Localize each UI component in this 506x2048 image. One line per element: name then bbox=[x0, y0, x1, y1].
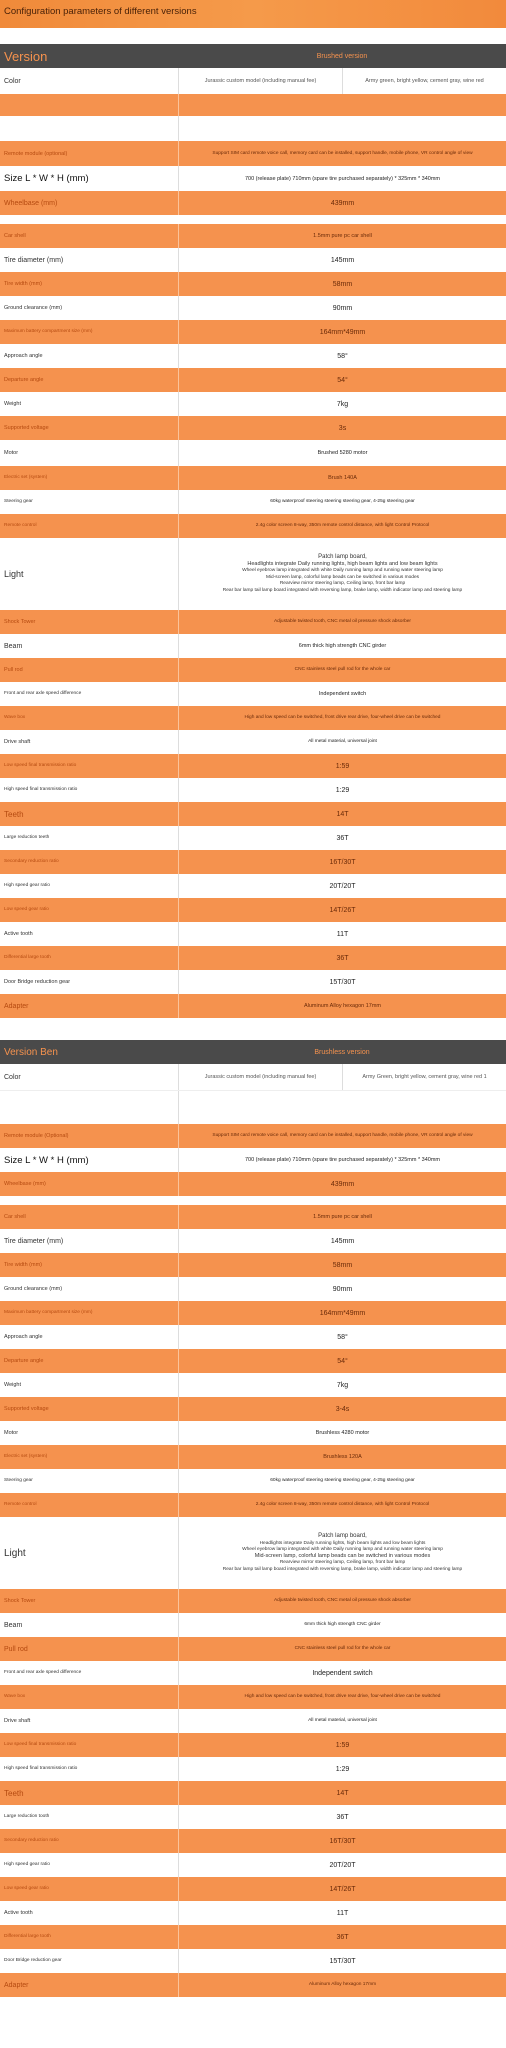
spec-row-tire-diameter bbox=[0, 248, 506, 272]
spec-value: CNC stainless steel pull rod for the whole car bbox=[178, 658, 506, 682]
spec-row-adapter bbox=[0, 994, 506, 1018]
spec-label: Wheelbase (mm) bbox=[4, 199, 58, 207]
spec-row-tire-diameter bbox=[0, 1229, 506, 1253]
light-line: Rearview mirror steering lamp, Ceiling lamp, front bar lamp bbox=[279, 581, 406, 586]
spec-value: 6mm thick high strength CNC girder bbox=[178, 1613, 506, 1637]
spec-row-teeth bbox=[0, 802, 506, 826]
spec-value: 700 (release plate) 710mm (spare tire purchased separately) * 325mm * 340mm bbox=[178, 1148, 506, 1172]
spec-label: Tire diameter (mm) bbox=[4, 256, 64, 264]
spec-value: 54° bbox=[178, 368, 506, 392]
spec-label: Front and rear axle speed difference bbox=[4, 691, 82, 697]
spec-label: High speed final transmission ratio bbox=[4, 1766, 78, 1772]
spec-row-beam bbox=[0, 634, 506, 658]
spec-value: 16T/30T bbox=[178, 1829, 506, 1853]
spec-label: Ground clearance (mm) bbox=[4, 1286, 63, 1292]
spec-row-secondary-reduction bbox=[0, 850, 506, 874]
spec-row-drive-shaft bbox=[0, 730, 506, 754]
spec-row-large-reduction bbox=[0, 1805, 506, 1829]
spec-row-light bbox=[0, 538, 506, 610]
spec-value: 11T bbox=[178, 1901, 506, 1925]
spec-value: 2.4g color screen 8-way, 350m remote control distance, with light Control Protocol bbox=[178, 514, 506, 538]
spec-value: Independent switch bbox=[178, 1661, 506, 1685]
spacer-row bbox=[0, 94, 506, 116]
spec-row-tire-width bbox=[0, 272, 506, 296]
spec-value: 58° bbox=[178, 1325, 506, 1349]
spec-label: Weight bbox=[4, 401, 22, 407]
spec-value: 36T bbox=[178, 1805, 506, 1829]
light-line: Rearview mirror steering lamp, Ceiling lamp, front bar lamp bbox=[279, 1560, 406, 1565]
spec-label: Differential large tooth bbox=[4, 1934, 51, 1940]
spec-label: High speed gear ratio bbox=[4, 1862, 50, 1868]
spec-value: All metal material, universal joint bbox=[178, 1709, 506, 1733]
spec-row-low-speed-ratio bbox=[0, 754, 506, 778]
spec-value: Adjustable twisted tooth, CNC metal oil pressure shock absorber bbox=[178, 610, 506, 634]
light-line: Headlights integrate Daily running lights, high beam lights and low beam lights bbox=[247, 560, 438, 567]
spec-label: Color bbox=[4, 1073, 21, 1081]
spec-value: 90mm bbox=[178, 296, 506, 320]
spec-label: Remote module (optional) bbox=[4, 150, 68, 157]
spec-value: 11T bbox=[178, 922, 506, 946]
spec-row-motor bbox=[0, 1421, 506, 1445]
spec-row-beam bbox=[0, 1613, 506, 1637]
spec-label: Active tooth bbox=[4, 931, 33, 937]
spec-row-electric-set bbox=[0, 1445, 506, 1469]
spec-label: Tire width (mm) bbox=[4, 1262, 42, 1268]
spec-row-active-tooth bbox=[0, 1901, 506, 1925]
spec-value: 1:59 bbox=[178, 754, 506, 778]
spacer-row bbox=[0, 215, 506, 224]
spec-value: 439mm bbox=[178, 1172, 506, 1196]
spec-label: Supported voltage bbox=[4, 1406, 49, 1412]
spec-row-active-tooth bbox=[0, 922, 506, 946]
spec-label: Tire diameter (mm) bbox=[4, 1237, 64, 1245]
spec-row-approach-angle bbox=[0, 344, 506, 368]
spec-row-low-speed-gear bbox=[0, 1877, 506, 1901]
spec-row-size bbox=[0, 1148, 506, 1172]
spec-row-large-reduction bbox=[0, 826, 506, 850]
spec-row-differential-large-tooth bbox=[0, 1925, 506, 1949]
spec-row-axle-speed-difference bbox=[0, 1661, 506, 1685]
spec-value: All metal material, universal joint bbox=[178, 730, 506, 754]
spec-value: 2.4g color screen 8-way, 350m remote control distance, with light Control Protocol bbox=[178, 1493, 506, 1517]
spec-label: Low speed final transmission ratio bbox=[4, 1742, 77, 1748]
spec-row-size bbox=[0, 166, 506, 191]
spec-label: Beam bbox=[4, 642, 23, 650]
spec-value: 20T/20T bbox=[178, 1853, 506, 1877]
color-options bbox=[178, 1064, 506, 1090]
spec-value: 60kg waterproof steering steering steering gear, 4-25g steering gear bbox=[178, 1469, 506, 1493]
spec-row-door-bridge-gear bbox=[0, 970, 506, 994]
spec-row-departure-angle bbox=[0, 1349, 506, 1373]
color-option-custom: Jurassic custom model (including manual fee) bbox=[204, 78, 317, 84]
version-header-row bbox=[0, 1040, 506, 1064]
spec-label: Shock Tower bbox=[4, 1598, 36, 1604]
spec-label: Remote control bbox=[4, 1502, 37, 1508]
spec-row-low-speed-gear bbox=[0, 898, 506, 922]
spec-label: Maximum battery compartment size (mm) bbox=[4, 1310, 93, 1316]
spec-value: 1.5mm pure pc car shell bbox=[178, 224, 506, 248]
light-line: Headlights integrate Daily running lights, high beam lights and low beam lights bbox=[259, 1540, 426, 1546]
spec-label: Drive shaft bbox=[4, 1718, 31, 1724]
spec-value: 15T/30T bbox=[178, 1949, 506, 1973]
spec-row-door-bridge-gear bbox=[0, 1949, 506, 1973]
spec-label: Approach angle bbox=[4, 1334, 43, 1340]
spec-row-high-speed-gear bbox=[0, 874, 506, 898]
spec-row-wheelbase bbox=[0, 191, 506, 215]
light-line: Rear bar lamp tail lamp board integrated with reversing lamp, brake lamp, width indicator lamp and steering lamp bbox=[222, 587, 463, 593]
spec-row-teeth bbox=[0, 1781, 506, 1805]
spec-row-ground-clearance bbox=[0, 296, 506, 320]
spec-row-remote-module bbox=[0, 141, 506, 166]
spec-row-car-shell bbox=[0, 1205, 506, 1229]
spec-label: High speed final transmission ratio bbox=[4, 787, 78, 793]
page-title: Configuration parameters of different versions bbox=[4, 6, 197, 17]
spec-label: Tire width (mm) bbox=[4, 281, 42, 287]
spec-label: Teeth bbox=[4, 809, 24, 819]
spec-row-axle-speed-difference bbox=[0, 682, 506, 706]
spec-value: Support SIM card remote voice call, memory card can be installed, support handle, mobile phone, VR control angle of view bbox=[178, 141, 506, 166]
spec-label: Maximum battery compartment size (mm) bbox=[4, 329, 93, 335]
spec-label: Large reduction teeth bbox=[4, 835, 50, 841]
spec-row-battery-size bbox=[0, 320, 506, 344]
spec-label: Front and rear axle speed difference bbox=[4, 1670, 82, 1676]
spec-label: Secondary reduction ratio bbox=[4, 1838, 59, 1844]
spec-label: Weight bbox=[4, 1382, 22, 1388]
spec-row-weight bbox=[0, 392, 506, 416]
spec-label: Electric set (system) bbox=[4, 475, 48, 481]
spec-row-remote-control bbox=[0, 514, 506, 538]
spec-value: 14T/26T bbox=[178, 1877, 506, 1901]
spec-label: Car shell bbox=[4, 1214, 26, 1220]
spec-label: Low speed gear ratio bbox=[4, 907, 49, 913]
version-value: Brushed version bbox=[316, 52, 368, 60]
spec-label: Light bbox=[4, 569, 24, 579]
spec-label: Pull rod bbox=[4, 667, 23, 673]
spec-value: Aluminum Alloy hexagon 17mm bbox=[178, 1973, 506, 1997]
color-option-custom: Jurassic custom model (including manual fee) bbox=[204, 1074, 317, 1080]
spacer-row bbox=[0, 1090, 506, 1124]
spec-value: Adjustable twisted tooth, CNC metal oil pressure shock absorber bbox=[178, 1589, 506, 1613]
spec-value: 14T bbox=[178, 1781, 506, 1805]
spec-label: Wheelbase (mm) bbox=[4, 1181, 46, 1187]
spec-table-brushless bbox=[0, 1040, 506, 2048]
spec-value: 36T bbox=[178, 1925, 506, 1949]
spec-value: CNC stainless steel pull rod for the whole car bbox=[178, 1637, 506, 1661]
spec-row-wheelbase bbox=[0, 1172, 506, 1196]
spec-label: Light bbox=[4, 1547, 26, 1559]
spec-value: 90mm bbox=[178, 1277, 506, 1301]
spec-label: Color bbox=[4, 77, 21, 85]
color-option-standard: Army green, bright yellow, cement gray, wine red bbox=[342, 68, 506, 94]
spec-label: Low speed final transmission ratio bbox=[4, 763, 77, 769]
spec-label: Secondary reduction ratio bbox=[4, 859, 59, 865]
spec-row-color bbox=[0, 68, 506, 94]
spec-value: Brushed 5280 motor bbox=[178, 440, 506, 466]
spec-value: 7kg bbox=[178, 392, 506, 416]
spec-value: 145mm bbox=[178, 248, 506, 272]
spec-label: Door Bridge reduction gear bbox=[4, 979, 71, 985]
spec-row-secondary-reduction bbox=[0, 1829, 506, 1853]
spec-value: Brush 140A bbox=[178, 466, 506, 490]
spec-label: Departure angle bbox=[4, 1358, 44, 1364]
spec-row-high-speed-ratio bbox=[0, 1757, 506, 1781]
spec-label: Shock Tower bbox=[4, 619, 36, 625]
spec-row-steering-gear bbox=[0, 490, 506, 514]
spec-row-steering-gear bbox=[0, 1469, 506, 1493]
spec-value: Brushless 120A bbox=[178, 1445, 506, 1469]
spec-row-supported-voltage bbox=[0, 416, 506, 440]
spec-value: High and low speed can be switched, front drive rear drive, four-wheel drive can be switched bbox=[178, 1685, 506, 1709]
spec-value: 36T bbox=[178, 946, 506, 970]
spec-value: 1.5mm pure pc car shell bbox=[178, 1205, 506, 1229]
spec-value: Independent switch bbox=[178, 682, 506, 706]
light-description bbox=[178, 538, 506, 610]
spec-label: Departure angle bbox=[4, 377, 44, 383]
version-label: Version bbox=[4, 48, 48, 64]
version-label: Version Ben bbox=[4, 1046, 58, 1058]
light-line: Mid-screen lamp, colorful lamp beads can be switched in various modes bbox=[265, 574, 420, 580]
spec-value: 145mm bbox=[178, 1229, 506, 1253]
spec-value: 3s bbox=[178, 416, 506, 440]
spec-row-high-speed-gear bbox=[0, 1853, 506, 1877]
spec-value: 60kg waterproof steering steering steering gear, 4-25g steering gear bbox=[178, 490, 506, 514]
spec-label: Differential large tooth bbox=[4, 955, 51, 961]
version-value: Brushless version bbox=[314, 1048, 370, 1056]
spacer-row bbox=[0, 116, 506, 141]
spec-value: 54° bbox=[178, 1349, 506, 1373]
spec-label: Adapter bbox=[4, 1002, 29, 1010]
spec-row-adapter bbox=[0, 1973, 506, 1997]
spec-value: 1:29 bbox=[178, 1757, 506, 1781]
spec-value: Support SIM card remote voice call, memory card can be installed, support handle, mobile phone, VR control angle of view bbox=[178, 1124, 506, 1148]
spec-label: High speed gear ratio bbox=[4, 883, 50, 889]
spec-label: Wave box bbox=[4, 715, 26, 721]
spec-value: Aluminum Alloy hexagon 17mm bbox=[178, 994, 506, 1018]
color-options bbox=[178, 68, 506, 94]
spec-value: 1:29 bbox=[178, 778, 506, 802]
spec-label: Door Bridge reduction gear bbox=[4, 1958, 62, 1964]
spec-row-supported-voltage bbox=[0, 1397, 506, 1421]
spec-value: 6mm thick high strength CNC girder bbox=[178, 634, 506, 658]
spec-value: 700 (release plate) 710mm (spare tire purchased separately) * 325mm * 340mm bbox=[178, 166, 506, 191]
spec-value: 7kg bbox=[178, 1373, 506, 1397]
spec-row-wave-box bbox=[0, 1685, 506, 1709]
spec-label: Ground clearance (mm) bbox=[4, 305, 63, 311]
light-line: Patch lamp board, bbox=[318, 554, 367, 560]
spec-label: Size L * W * H (mm) bbox=[4, 173, 89, 184]
spec-value: 58° bbox=[178, 344, 506, 368]
spec-value: 15T/30T bbox=[178, 970, 506, 994]
spec-label: Steering gear bbox=[4, 1478, 33, 1484]
spec-label: Wave box bbox=[4, 1694, 26, 1700]
spec-value: High and low speed can be switched, front drive rear drive, four-wheel drive can be switched bbox=[178, 706, 506, 730]
color-option-standard: Army Green, bright yellow, cement gray, wine red 1 bbox=[342, 1064, 506, 1090]
spec-row-car-shell bbox=[0, 224, 506, 248]
spec-value: 20T/20T bbox=[178, 874, 506, 898]
spec-row-wave-box bbox=[0, 706, 506, 730]
spec-row-departure-angle bbox=[0, 368, 506, 392]
spec-row-remote-control bbox=[0, 1493, 506, 1517]
spec-row-color bbox=[0, 1064, 506, 1090]
spec-value: Brushless 4280 motor bbox=[178, 1421, 506, 1445]
spec-label: Active tooth bbox=[4, 1910, 33, 1916]
spec-value: 36T bbox=[178, 826, 506, 850]
spacer-row bbox=[0, 1196, 506, 1205]
spec-label: Electric set (system) bbox=[4, 1454, 48, 1460]
spec-row-tire-width bbox=[0, 1253, 506, 1277]
spec-label: Remote control bbox=[4, 523, 37, 529]
spec-row-motor bbox=[0, 440, 506, 466]
spec-value: 164mm*49mm bbox=[178, 1301, 506, 1325]
spec-row-pull-rod bbox=[0, 658, 506, 682]
light-line: Patch lamp board, bbox=[318, 1533, 367, 1539]
light-description bbox=[178, 1517, 506, 1589]
spec-label: Drive shaft bbox=[4, 739, 31, 745]
spec-row-shock-tower bbox=[0, 610, 506, 634]
spec-row-light bbox=[0, 1517, 506, 1589]
light-line: Mid-screen lamp, colorful lamp beads can be switched in various modes bbox=[254, 1552, 431, 1559]
version-header-row bbox=[0, 44, 506, 68]
spec-label: Steering gear bbox=[4, 499, 33, 505]
spec-value: 14T/26T bbox=[178, 898, 506, 922]
spec-row-electric-set bbox=[0, 466, 506, 490]
spec-value: 439mm bbox=[178, 191, 506, 215]
spec-label: Low speed gear ratio bbox=[4, 1886, 49, 1892]
spec-row-pull-rod bbox=[0, 1637, 506, 1661]
spec-value: 16T/30T bbox=[178, 850, 506, 874]
spec-label: Size L * W * H (mm) bbox=[4, 1154, 89, 1166]
spec-label: Adapter bbox=[4, 1981, 29, 1989]
spec-row-ground-clearance bbox=[0, 1277, 506, 1301]
spec-row-differential-large-tooth bbox=[0, 946, 506, 970]
spec-label: Remote module (Optional) bbox=[4, 1133, 69, 1139]
spec-row-battery-size bbox=[0, 1301, 506, 1325]
spec-row-drive-shaft bbox=[0, 1709, 506, 1733]
spec-label: Beam bbox=[4, 1621, 23, 1629]
light-line: Wheel eyebrow lamp integrated with white Daily running lamp and running water steering lamp bbox=[242, 1547, 443, 1552]
spec-label: Teeth bbox=[4, 1788, 24, 1798]
light-line: Rear bar lamp tail lamp board integrated with reversing lamp, brake lamp, width indicator lamp and steering lamp bbox=[222, 1566, 463, 1572]
spec-row-approach-angle bbox=[0, 1325, 506, 1349]
spec-value: 58mm bbox=[178, 1253, 506, 1277]
spec-label: Motor bbox=[4, 1430, 19, 1436]
spec-row-remote-module bbox=[0, 1124, 506, 1148]
spec-value: 14T bbox=[178, 802, 506, 826]
spec-row-weight bbox=[0, 1373, 506, 1397]
spec-value: 164mm*49mm bbox=[178, 320, 506, 344]
spec-value: 1:59 bbox=[178, 1733, 506, 1757]
spec-label: Supported voltage bbox=[4, 425, 49, 431]
spec-label: Large reduction tooth bbox=[4, 1814, 50, 1820]
spec-row-low-speed-ratio bbox=[0, 1733, 506, 1757]
spec-label: Motor bbox=[4, 450, 19, 456]
spec-label: Approach angle bbox=[4, 353, 43, 359]
spec-label: Car shell bbox=[4, 233, 26, 239]
spec-value: 3-4s bbox=[178, 1397, 506, 1421]
spec-value: 58mm bbox=[178, 272, 506, 296]
spec-row-high-speed-ratio bbox=[0, 778, 506, 802]
light-line: Wheel eyebrow lamp integrated with white Daily running lamp and running water steering lamp bbox=[242, 568, 443, 573]
spec-row-shock-tower bbox=[0, 1589, 506, 1613]
spec-label: Pull rod bbox=[4, 1645, 28, 1653]
